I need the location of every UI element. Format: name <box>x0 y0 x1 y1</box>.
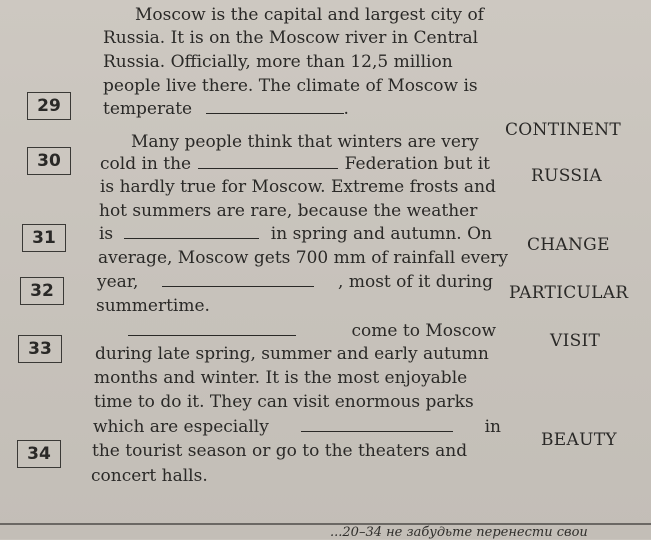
task-number-box: 33 <box>18 335 62 363</box>
task-number-box: 34 <box>17 440 61 468</box>
text-line: summertime. <box>96 296 210 316</box>
task-number-box: 32 <box>20 277 64 305</box>
text-fragment: , most of it during <box>338 272 493 292</box>
text-line: average, Moscow gets 700 mm of rainfall every <box>98 248 509 268</box>
answer-blank-33[interactable] <box>128 321 296 336</box>
text-line <box>93 417 501 437</box>
answer-blank-31[interactable] <box>124 224 259 239</box>
footer-instruction: ...20–34 не забудьте перенести свои <box>330 525 588 540</box>
text-line <box>97 272 493 292</box>
task-number-box: 30 <box>27 147 71 175</box>
text-line: months and winter. It is the most enjoyable <box>94 368 468 388</box>
text-line <box>128 321 496 341</box>
text-line <box>99 224 492 244</box>
keyword-beauty: BEAUTY <box>541 430 617 450</box>
text-fragment: Federation but it <box>344 154 490 174</box>
keyword-particular: PARTICULAR <box>509 283 629 303</box>
text-fragment: temperate <box>103 99 193 119</box>
task-number-box: 31 <box>22 224 66 252</box>
text-fragment: cold in the <box>100 154 192 174</box>
text-line: concert halls. <box>91 466 208 486</box>
text-line: during late spring, summer and early autumn <box>95 344 489 364</box>
text-line: Many people think that winters are very <box>131 132 479 152</box>
text-fragment: in spring and autumn. On <box>270 224 492 244</box>
text-line: Russia. It is on the Moscow river in Central <box>103 28 479 48</box>
answer-blank-34[interactable] <box>301 417 453 432</box>
text-fragment: which are especially <box>93 417 269 437</box>
text-fragment: is <box>99 224 114 244</box>
text-line: is hardly true for Moscow. Extreme frosts and <box>100 177 496 197</box>
text-line <box>100 154 490 174</box>
text-fragment: in <box>484 417 501 437</box>
keyword-russia: RUSSIA <box>531 166 602 186</box>
text-line: hot summers are rare, because the weather <box>99 201 478 221</box>
text-fragment: year, <box>97 272 139 292</box>
text-line <box>103 99 349 119</box>
text-line: Russia. Officially, more than 12,5 million <box>103 52 453 72</box>
task-number-box: 29 <box>27 92 71 120</box>
keyword-visit: VISIT <box>550 331 601 351</box>
text-fragment: . <box>343 99 349 119</box>
answer-blank-30[interactable] <box>198 154 338 169</box>
text-fragment: come to Moscow <box>351 321 496 341</box>
text-line: people live there. The climate of Moscow is <box>103 76 478 96</box>
text-line: the tourist season or go to the theaters and <box>92 441 468 461</box>
keyword-change: CHANGE <box>527 235 610 255</box>
answer-blank-29[interactable] <box>206 99 344 114</box>
text-line: Moscow is the capital and largest city of <box>135 5 484 25</box>
answer-blank-32[interactable] <box>162 272 314 287</box>
text-line: time to do it. They can visit enormous parks <box>94 392 474 412</box>
keyword-continent: CONTINENT <box>505 120 622 140</box>
